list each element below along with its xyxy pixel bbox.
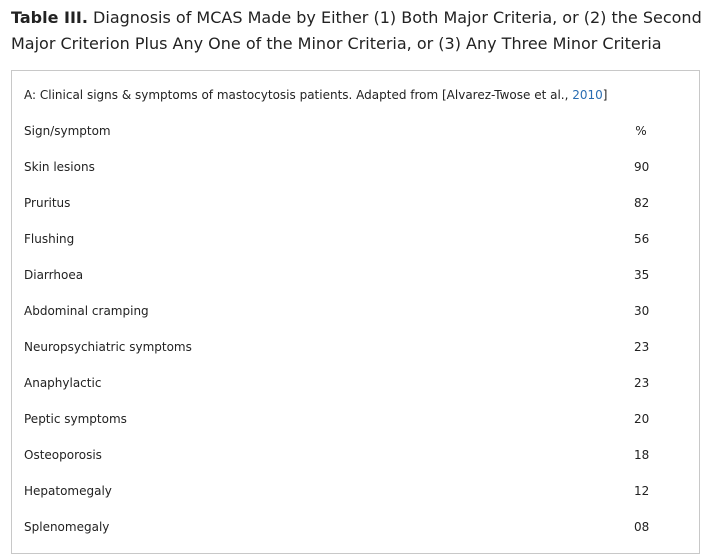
data-table <box>11 70 700 554</box>
citation-link[interactable]: 2010 <box>572 88 603 102</box>
row-sign: Flushing <box>24 232 75 246</box>
row-percent: 12 <box>634 484 650 498</box>
table-heading-suffix: ] <box>602 88 608 102</box>
table-caption-label: Table III. <box>11 8 88 27</box>
table-row <box>24 339 688 355</box>
row-percent: 23 <box>634 340 650 354</box>
row-sign: Osteoporosis <box>24 448 102 462</box>
row-sign: Peptic symptoms <box>24 412 127 426</box>
row-sign: Abdominal cramping <box>24 304 149 318</box>
column-header-percent: % <box>635 124 647 138</box>
row-percent: 18 <box>634 448 650 462</box>
table-row <box>24 447 688 463</box>
row-percent: 90 <box>634 160 650 174</box>
row-percent: 08 <box>634 520 650 534</box>
table-row <box>24 375 688 391</box>
row-percent: 23 <box>634 376 650 390</box>
table-row <box>24 519 688 535</box>
row-percent: 20 <box>634 412 650 426</box>
column-header-sign: Sign/symptom <box>24 124 111 138</box>
table-row <box>24 267 688 283</box>
row-sign: Skin lesions <box>24 160 95 174</box>
row-percent: 82 <box>634 196 650 210</box>
table-row <box>24 411 688 427</box>
table-row <box>24 303 688 319</box>
row-sign: Splenomegaly <box>24 520 110 534</box>
row-sign: Hepatomegaly <box>24 484 112 498</box>
table-row <box>24 483 688 499</box>
row-percent: 35 <box>634 268 650 282</box>
row-sign: Anaphylactic <box>24 376 102 390</box>
table-row <box>24 231 688 247</box>
row-sign: Pruritus <box>24 196 71 210</box>
table-row <box>24 195 688 211</box>
table-header-row <box>24 123 688 139</box>
table-heading <box>24 87 607 103</box>
table-heading-text: A: Clinical signs & symptoms of mastocytosis patients. Adapted from [Alvarez-Twose et al., <box>24 88 573 102</box>
table-row <box>24 159 688 175</box>
row-sign: Neuropsychiatric symptoms <box>24 340 192 354</box>
row-percent: 56 <box>634 232 650 246</box>
table-caption-text: Diagnosis of MCAS Made by Either (1) Both Major Criteria, or (2) the Second Major Criterion Plus Any One of the Minor Criteria, or (3) Any Three Minor Criteria <box>11 8 702 53</box>
table-caption <box>11 5 706 57</box>
row-sign: Diarrhoea <box>24 268 84 282</box>
row-percent: 30 <box>634 304 650 318</box>
